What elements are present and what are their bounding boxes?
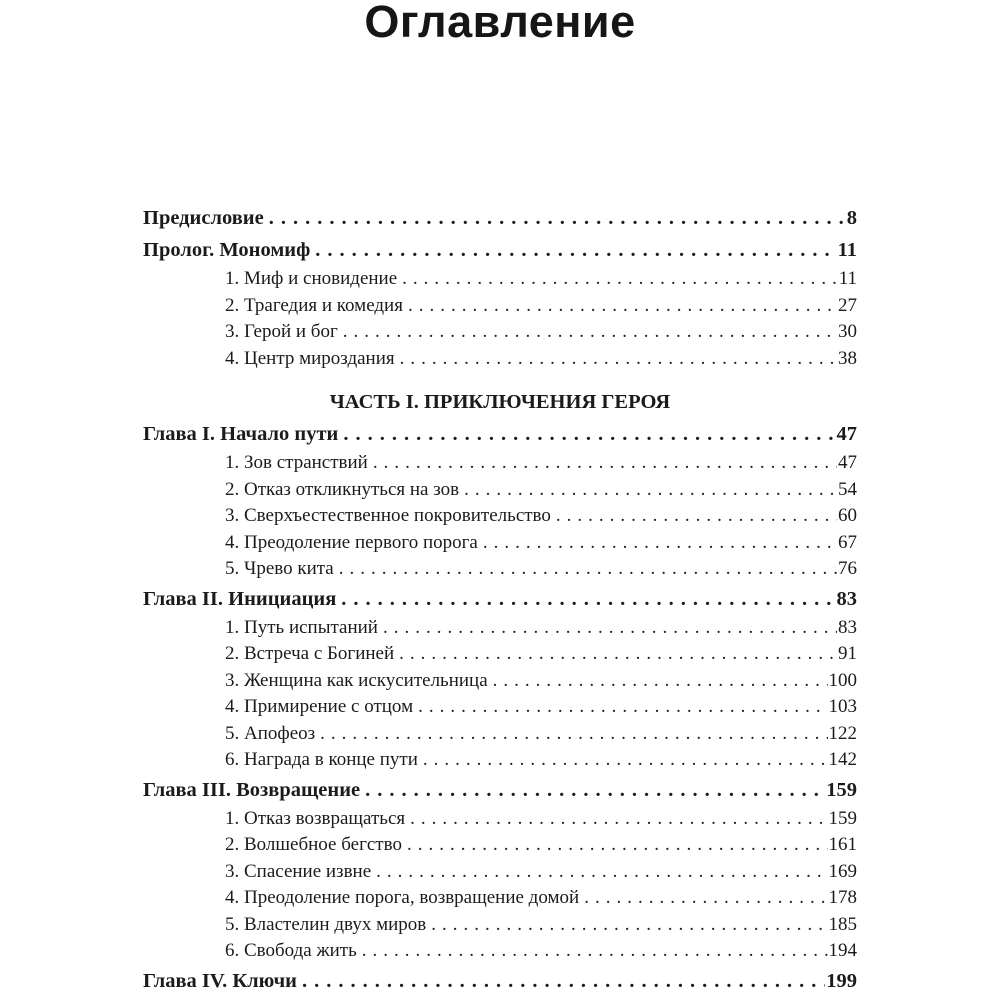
- toc-entry-page-number: 11: [838, 268, 857, 289]
- toc-entry-label: Предисловие: [143, 207, 264, 229]
- dot-leader: [399, 641, 837, 668]
- dot-leader: [410, 806, 827, 833]
- toc-entry-label: 1. Отказ возвращаться: [225, 807, 406, 829]
- toc-entry-label: 5. Апофеоз: [225, 722, 316, 744]
- toc-entry: [143, 202, 857, 234]
- dot-leader: [365, 774, 825, 806]
- toc-entry: [143, 641, 857, 668]
- toc-entry: [143, 885, 857, 912]
- toc-entry-page-number: 27: [838, 294, 857, 316]
- dot-leader: [269, 202, 846, 234]
- toc-entry: [143, 234, 857, 266]
- toc-entry: [143, 912, 857, 939]
- toc-entry-page-number: 185: [828, 913, 857, 935]
- toc-entry-label: 6. Награда в конце пути: [225, 749, 418, 770]
- toc-entry-label: 2. Встреча с Богиней: [225, 643, 395, 664]
- toc-entry: [143, 450, 857, 477]
- dot-leader: [584, 885, 827, 912]
- toc-entry-label: 4. Преодоление первого порога: [225, 531, 478, 553]
- toc-part-heading: [143, 386, 857, 418]
- toc-entry-page-number: 169: [828, 860, 857, 882]
- toc-entry: [143, 530, 857, 557]
- toc-entry-label: 2. Волшебное бегство: [225, 834, 402, 855]
- toc-entry-page-number: 159: [828, 807, 857, 829]
- toc-list: [143, 202, 857, 997]
- toc-entry-label: 5. Чрево кита: [225, 558, 334, 579]
- page-title: Оглавление: [364, 0, 636, 47]
- toc-entry: [143, 747, 857, 774]
- toc-entry-page-number: 194: [828, 940, 857, 961]
- dot-leader: [408, 293, 837, 320]
- toc-entry: [143, 721, 857, 748]
- dot-leader: [362, 938, 828, 965]
- toc-entry: [143, 319, 857, 346]
- toc-entry-page-number: 103: [828, 696, 857, 717]
- toc-entry-page-number: 100: [828, 669, 857, 691]
- toc-entry-page-number: 30: [838, 321, 857, 342]
- toc-entry-label: 1. Путь испытаний: [225, 616, 378, 638]
- toc-entry: [143, 859, 857, 886]
- toc-entry-label: 5. Властелин двух миров: [225, 913, 427, 935]
- toc-entry: [143, 418, 857, 450]
- toc-entry: [143, 938, 857, 965]
- toc-entry-label: Глава IV. Ключи: [143, 969, 297, 992]
- toc-entry: [143, 346, 857, 373]
- toc-entry-page-number: 47: [836, 423, 857, 445]
- toc-entry: [143, 694, 857, 721]
- toc-entry: [143, 806, 857, 833]
- toc-entry-label: Глава I. Начало пути: [143, 423, 339, 445]
- toc-entry-page-number: 122: [828, 722, 857, 744]
- toc-entry-label: 2. Трагедия и комедия: [225, 294, 403, 316]
- toc-entry-label: 4. Преодоление порога, возвращение домой: [225, 887, 580, 908]
- toc-entry: [143, 615, 857, 642]
- toc-entry-page-number: 159: [826, 778, 857, 801]
- toc-entry-page-number: 54: [838, 478, 857, 500]
- toc-entry-page-number: 91: [838, 643, 857, 664]
- toc-entry-label: 1. Зов странствий: [225, 452, 368, 473]
- toc-entry-label: 3. Сверхъестественное покровительство: [225, 505, 551, 526]
- toc-entry-label: Глава II. Инициация: [143, 587, 337, 610]
- toc-entry-label: 3. Герой и бог: [225, 321, 338, 342]
- toc-entry: [143, 965, 857, 997]
- toc-entry-label: 2. Отказ откликнуться на зов: [225, 478, 460, 500]
- dot-leader: [339, 556, 837, 583]
- toc-entry-label: 3. Спасение извне: [225, 860, 372, 882]
- dot-leader: [418, 694, 827, 721]
- toc-entry-label: Пролог. Мономиф: [143, 239, 311, 261]
- dot-leader: [373, 450, 837, 477]
- toc-entry: [143, 668, 857, 695]
- toc-entry-label: 3. Женщина как искусительница: [225, 669, 488, 691]
- dot-leader: [402, 266, 838, 293]
- dot-leader: [464, 477, 837, 504]
- dot-leader: [556, 503, 837, 530]
- toc-entry-label: Глава III. Возвращение: [143, 778, 361, 801]
- dot-leader: [431, 912, 827, 939]
- toc-entry-label: ЧАСТЬ I. ПРИКЛЮЧЕНИЯ ГЕРОЯ: [329, 391, 671, 413]
- dot-leader: [343, 319, 837, 346]
- dot-leader: [320, 721, 827, 748]
- toc-entry-page-number: 142: [828, 749, 857, 770]
- toc-entry-label: 6. Свобода жить: [225, 940, 357, 961]
- toc-entry-page-number: 67: [838, 531, 857, 553]
- toc-entry-label: 4. Центр мироздания: [225, 347, 395, 369]
- toc-entry-page-number: 76: [838, 558, 857, 579]
- dot-leader: [302, 965, 825, 997]
- toc-entry: [143, 293, 857, 320]
- toc-entry-label: 4. Примирение с отцом: [225, 696, 414, 717]
- toc-entry-page-number: 178: [828, 887, 857, 908]
- toc-entry-page-number: 161: [828, 834, 857, 855]
- toc-entry-label: 1. Миф и сновидение: [225, 268, 398, 289]
- toc-entry-page-number: 47: [838, 452, 857, 473]
- dot-leader: [493, 668, 828, 695]
- dot-leader: [407, 832, 828, 859]
- toc-entry-page-number: 8: [846, 207, 857, 229]
- dot-leader: [423, 747, 828, 774]
- dot-leader: [376, 859, 827, 886]
- toc-entry-page-number: 11: [837, 239, 857, 261]
- toc-entry: [143, 583, 857, 615]
- toc-entry-page-number: 60: [838, 505, 857, 526]
- toc-entry: [143, 556, 857, 583]
- dot-leader: [483, 530, 837, 557]
- toc-entry-page-number: 38: [838, 347, 857, 369]
- dot-leader: [383, 615, 837, 642]
- toc-entry: [143, 503, 857, 530]
- toc-entry-page-number: 83: [838, 616, 857, 638]
- toc-entry: [143, 477, 857, 504]
- toc-entry-page-number: 199: [826, 969, 857, 992]
- dot-leader: [341, 583, 835, 615]
- dot-leader: [343, 418, 835, 450]
- toc-entry: [143, 832, 857, 859]
- toc-entry-page-number: 83: [836, 587, 857, 610]
- toc-entry: [143, 266, 857, 293]
- dot-leader: [315, 234, 836, 266]
- dot-leader: [400, 346, 837, 373]
- toc-entry: [143, 774, 857, 806]
